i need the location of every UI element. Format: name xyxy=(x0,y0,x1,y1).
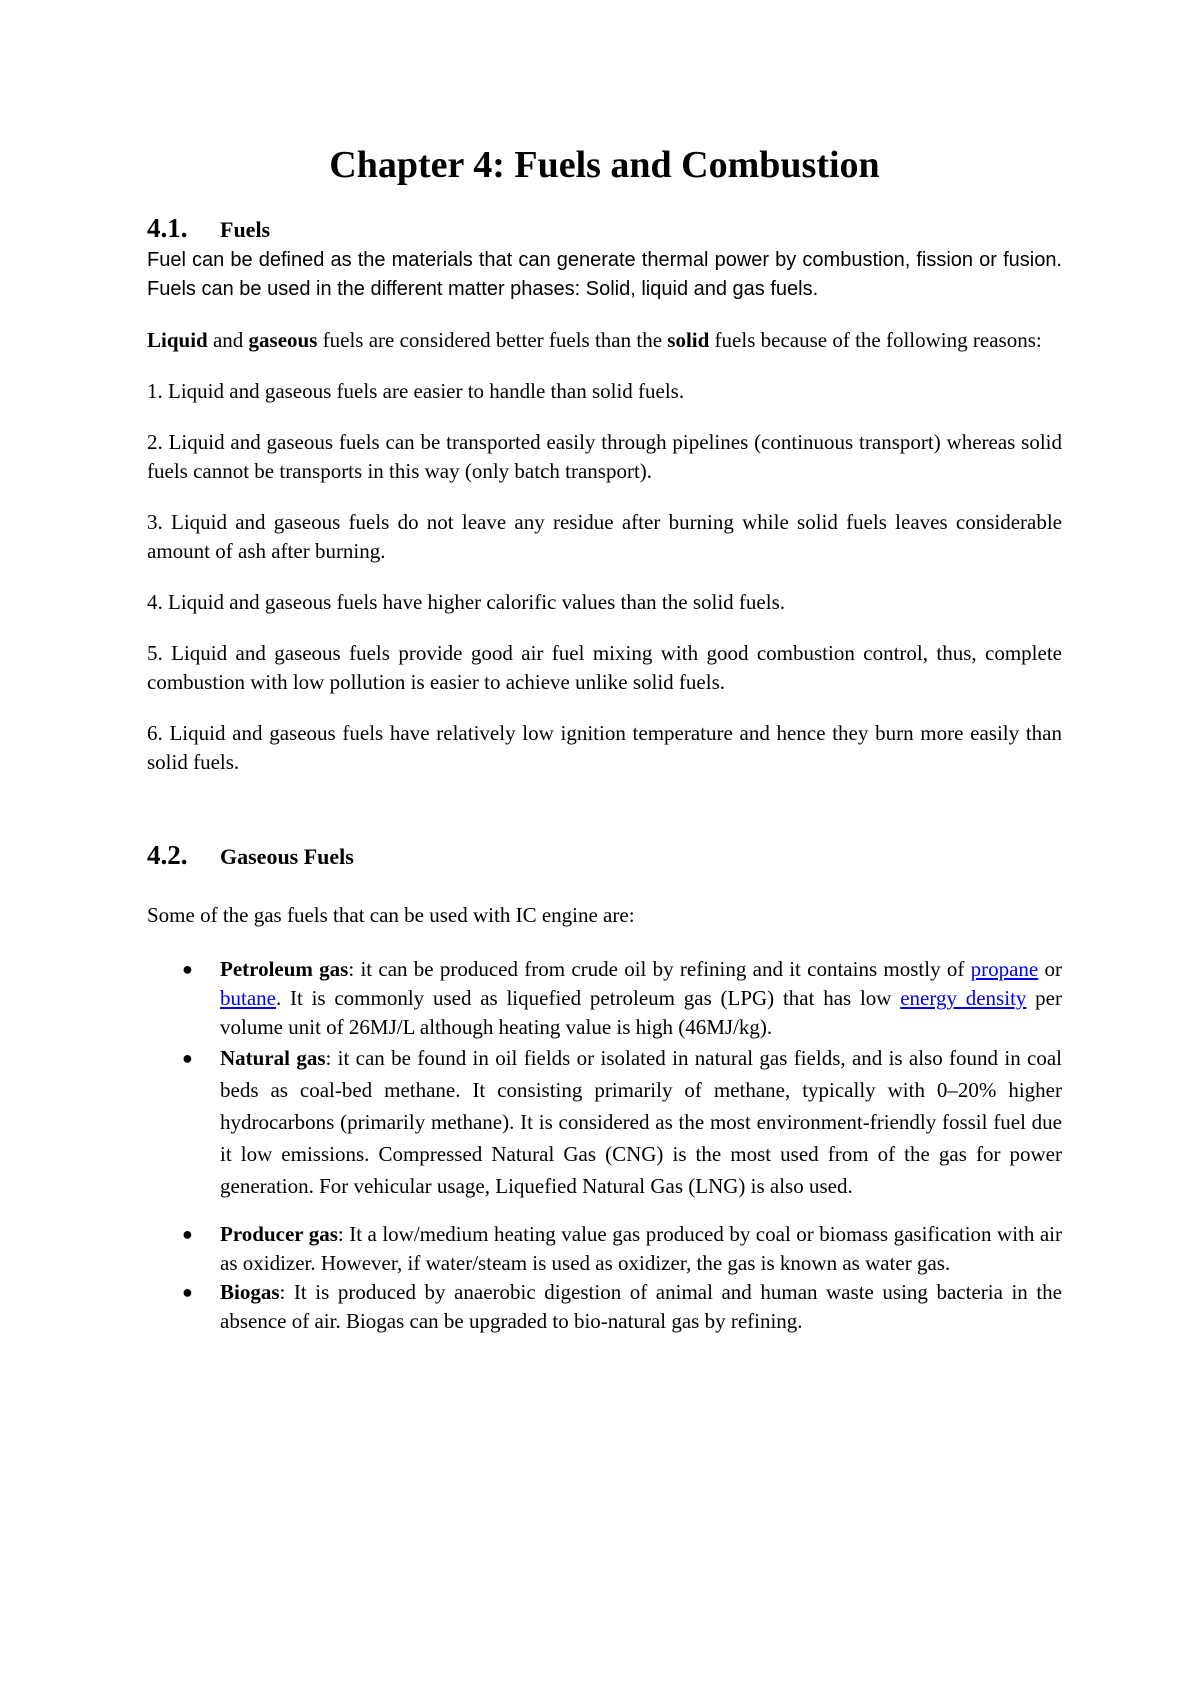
chapter-title: Chapter 4: Fuels and Combustion xyxy=(329,144,880,186)
link-energy-density[interactable]: energy density xyxy=(900,986,1027,1010)
list-item-natural-gas: ● Natural gas: it can be found in oil fields or isolated in natural gas fields, and is also found in coal beds as coal-bed methane. It consisting primarily of methane, typically with 0–20% higher hydrocarbons (primarily methane). It is considered as the most environment-friendly fossil fuel due it low emissions. Compressed Natural Gas (CNG) is the most used from of the gas for power generation. For vehicular usage, Liquefied Natural Gas (LNG) is also used. xyxy=(147,1042,1062,1202)
term-petroleum-gas: Petroleum gas xyxy=(220,957,349,981)
link-butane[interactable]: butane xyxy=(220,986,276,1010)
reason-item: 4. Liquid and gaseous fuels have higher calorific values than the solid fuels. xyxy=(147,590,785,614)
term-liquid: Liquid xyxy=(147,328,208,352)
bullet-icon: ● xyxy=(182,1282,193,1302)
reason-item: 6. Liquid and gaseous fuels have relatively low ignition temperature and hence they burn more easily than solid fuels. xyxy=(147,721,1062,774)
gas-fuels-intro: Some of the gas fuels that can be used with IC engine are: xyxy=(147,903,635,927)
bullet-icon: ● xyxy=(182,1224,193,1244)
reason-item: 5. Liquid and gaseous fuels provide good air fuel mixing with good combustion control, thus, complete combustion with low pollution is easier to achieve unlike solid fuels. xyxy=(147,641,1062,694)
fuel-definition: Fuel can be defined as the materials that can generate thermal power by combustion, fission or fusion. Fuels can be used in the different matter phases: Solid, liquid and gas fuels. xyxy=(147,249,1062,300)
comparison-intro: Liquid and gaseous fuels are considered better fuels than the solid fuels because of the following reasons: xyxy=(147,328,1042,352)
gas-fuels-list xyxy=(147,955,1062,1336)
reason-item: 2. Liquid and gaseous fuels can be transported easily through pipelines (continuous transport) whereas solid fuels cannot be transports in this way (only batch transport). xyxy=(147,430,1062,483)
term-gaseous: gaseous xyxy=(248,328,318,352)
link-propane[interactable]: propane xyxy=(970,957,1039,981)
section-heading-gaseous-fuels xyxy=(147,841,1062,871)
section-number: 4.1. xyxy=(147,213,188,243)
section-heading-fuels xyxy=(147,214,1062,244)
section-title: Fuels xyxy=(220,217,271,242)
section-title: Gaseous Fuels xyxy=(220,844,354,869)
document-content xyxy=(147,140,1062,1336)
reason-item: 3. Liquid and gaseous fuels do not leave any residue after burning while solid fuels leaves considerable amount of ash after burning. xyxy=(147,510,1062,563)
list-item-producer-gas: ● Producer gas: It a low/medium heating value gas produced by coal or biomass gasification with air as oxidizer. However, if water/steam is used as oxidizer, the gas is known as water gas. xyxy=(182,1222,1062,1275)
bullet-icon: ● xyxy=(182,1048,193,1068)
list-item-biogas: ● Biogas: It is produced by anaerobic digestion of animal and human waste using bacteria in the absence of air. Biogas can be upgraded to bio-natural gas by refining. xyxy=(182,1280,1062,1333)
section-number: 4.2. xyxy=(147,840,188,870)
list-item-petroleum-gas: ● Petroleum gas: it can be produced from crude oil by refining and it contains mostly of propane or butane. It is commonly used as liquefied petroleum gas (LPG) that has low energy density per volume unit of 26MJ/L although heating value is high (46MJ/kg). xyxy=(182,957,1062,1039)
term-producer-gas: Producer gas xyxy=(220,1222,338,1246)
term-solid: solid xyxy=(667,328,710,352)
reason-item: 1. Liquid and gaseous fuels are easier to handle than solid fuels. xyxy=(147,379,685,403)
bullet-icon: ● xyxy=(182,959,193,979)
term-natural-gas: Natural gas xyxy=(220,1046,326,1070)
term-biogas: Biogas xyxy=(220,1280,280,1304)
